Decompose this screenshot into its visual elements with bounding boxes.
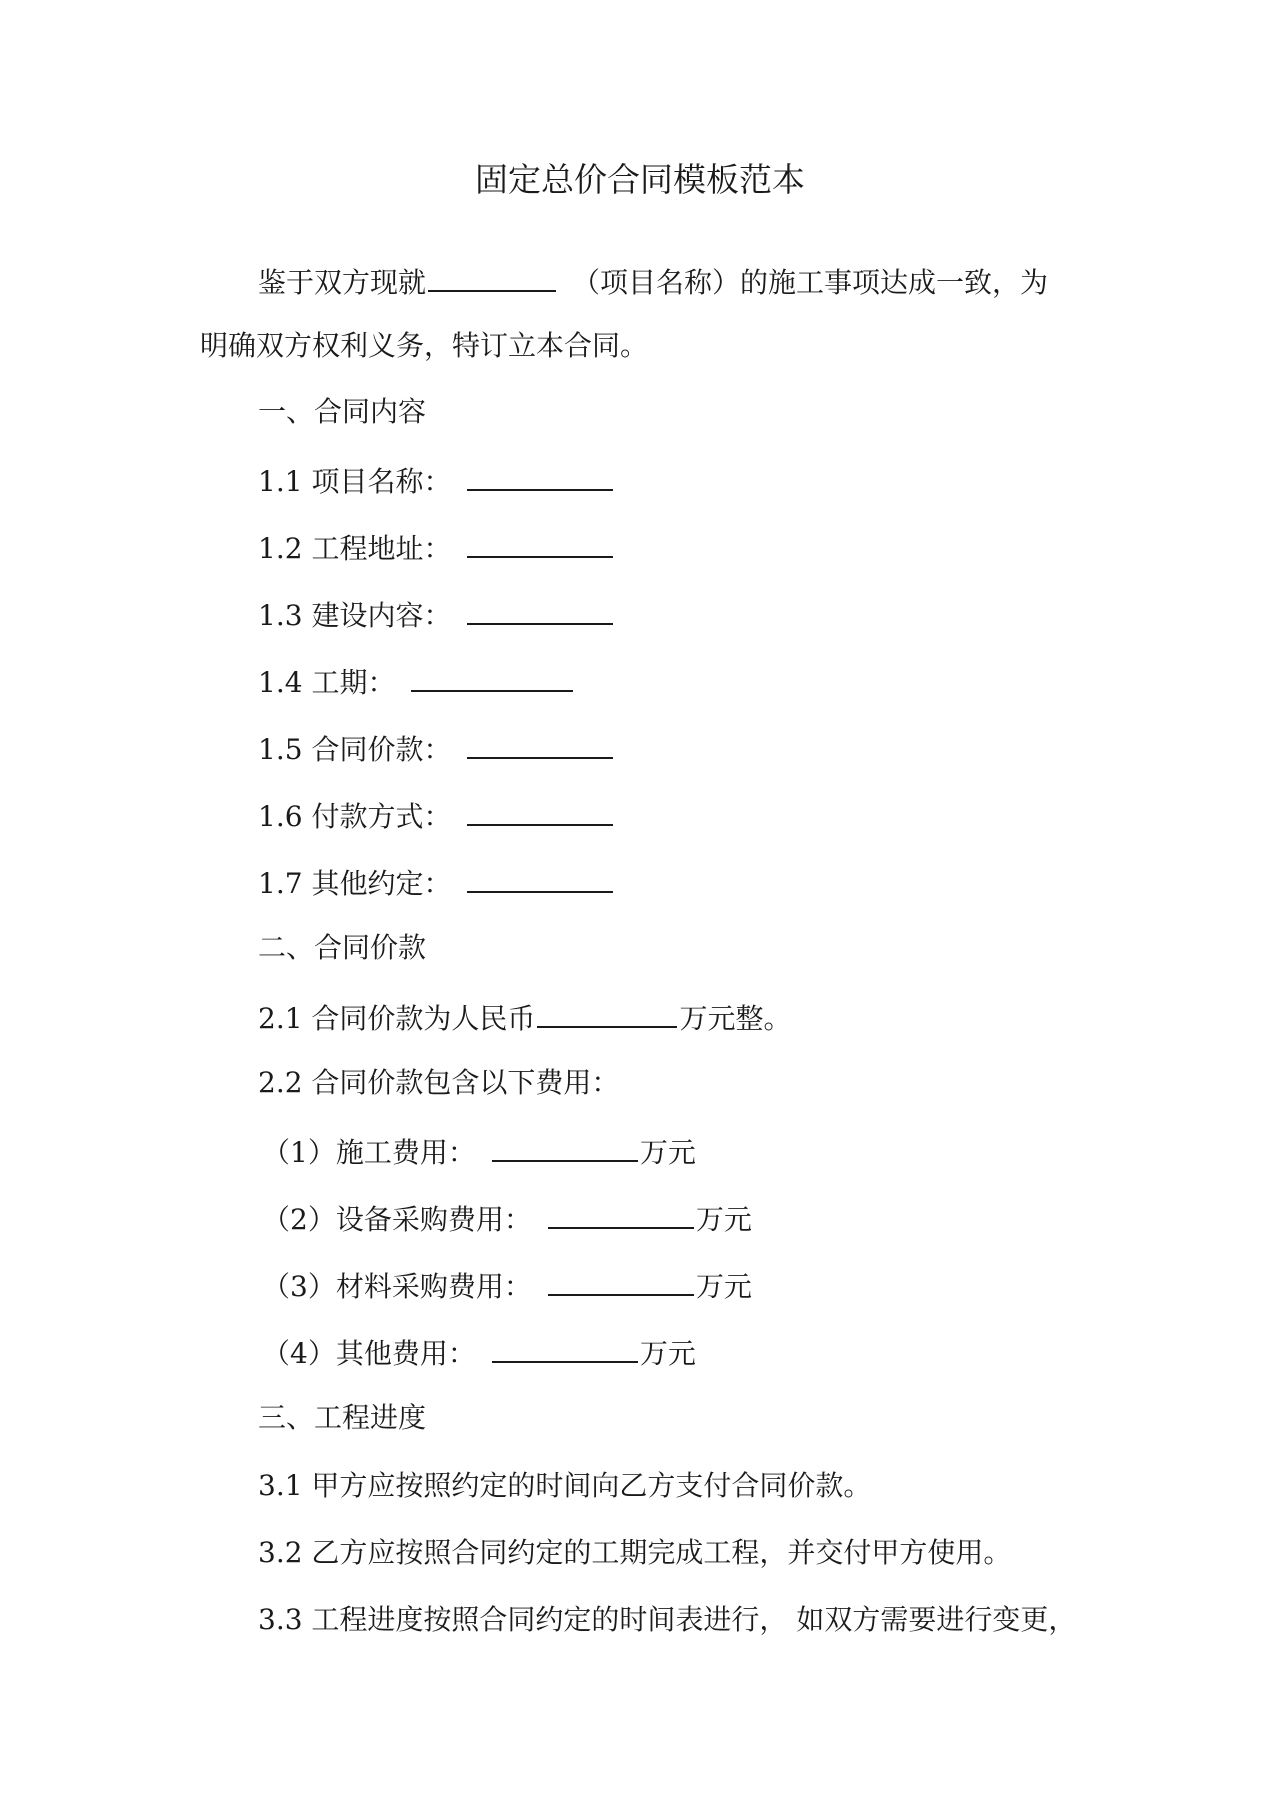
document-title: 固定总价合同模板范本 [475, 160, 805, 199]
item-3-3: 3.3 工程进度按照合同约定的时间表进行， 如双方需要进行变更， [258, 1603, 1077, 1636]
item-label: 合同价款： [311, 733, 452, 766]
item-num: 1.2 [258, 532, 303, 565]
fee-unit: 万元 [639, 1337, 696, 1370]
item-1-3 [258, 595, 615, 634]
fee-unit: 万元 [639, 1136, 696, 1169]
other-terms-field[interactable] [467, 863, 613, 893]
fee-unit: 万元 [695, 1203, 752, 1236]
item-label: 工期： [311, 666, 396, 699]
fee-line-2 [262, 1199, 752, 1238]
fee-label: （3）材料采购费用： [262, 1270, 532, 1303]
item-1-6 [258, 796, 615, 835]
equipment-fee-field[interactable] [548, 1199, 694, 1229]
project-name-field[interactable] [467, 461, 613, 491]
project-name-blank[interactable] [428, 262, 556, 292]
item-num: 1.6 [258, 800, 303, 833]
item-2-1-text-a: 2.1 合同价款为人民币 [258, 1002, 536, 1035]
item-3-1: 3.1 甲方应按照约定的时间向乙方支付合同价款。 [258, 1469, 872, 1502]
item-2-1-text-b: 万元整。 [679, 1002, 792, 1035]
other-fee-field[interactable] [492, 1333, 638, 1363]
fee-label: （4）其他费用： [262, 1337, 476, 1370]
item-label: 工程地址： [311, 532, 452, 565]
item-label: 项目名称： [311, 465, 452, 498]
construction-content-field[interactable] [467, 595, 613, 625]
item-1-2 [258, 528, 615, 567]
item-3-2: 3.2 乙方应按照合同约定的工期完成工程，并交付甲方使用。 [258, 1536, 1012, 1569]
item-1-1 [258, 461, 615, 500]
item-1-7 [258, 863, 615, 902]
item-label: 其他约定： [311, 867, 452, 900]
intro-line-2: 明确双方权利义务，特订立本合同。 [200, 329, 649, 362]
material-fee-field[interactable] [548, 1266, 694, 1296]
item-num: 1.4 [258, 666, 303, 699]
item-1-4 [258, 662, 575, 701]
intro-line-1 [258, 262, 1048, 301]
payment-method-field[interactable] [467, 796, 613, 826]
project-address-field[interactable] [467, 528, 613, 558]
item-2-1 [258, 998, 791, 1037]
fee-line-1 [262, 1132, 696, 1171]
fee-line-4 [262, 1333, 696, 1372]
intro-text-b: （项目名称）的施工事项达成一致，为 [572, 266, 1049, 299]
section-1-heading: 一、合同内容 [258, 395, 427, 428]
construction-fee-field[interactable] [492, 1132, 638, 1162]
item-label: 建设内容： [311, 599, 452, 632]
fee-label: （1）施工费用： [262, 1136, 476, 1169]
contract-amount-field[interactable] [537, 998, 677, 1028]
fee-unit: 万元 [695, 1270, 752, 1303]
item-label: 付款方式： [311, 800, 452, 833]
item-num: 1.7 [258, 867, 303, 900]
section-3-heading: 三、工程进度 [258, 1401, 427, 1434]
item-num: 1.5 [258, 733, 303, 766]
section-2-heading: 二、合同价款 [258, 931, 427, 964]
item-num: 1.1 [258, 465, 303, 498]
item-2-2: 2.2 合同价款包含以下费用： [258, 1066, 620, 1099]
fee-line-3 [262, 1266, 752, 1305]
item-1-5 [258, 729, 615, 768]
fee-label: （2）设备采购费用： [262, 1203, 532, 1236]
duration-field[interactable] [411, 662, 573, 692]
intro-text-a: 鉴于双方现就 [258, 266, 427, 299]
item-num: 1.3 [258, 599, 303, 632]
contract-price-field[interactable] [467, 729, 613, 759]
